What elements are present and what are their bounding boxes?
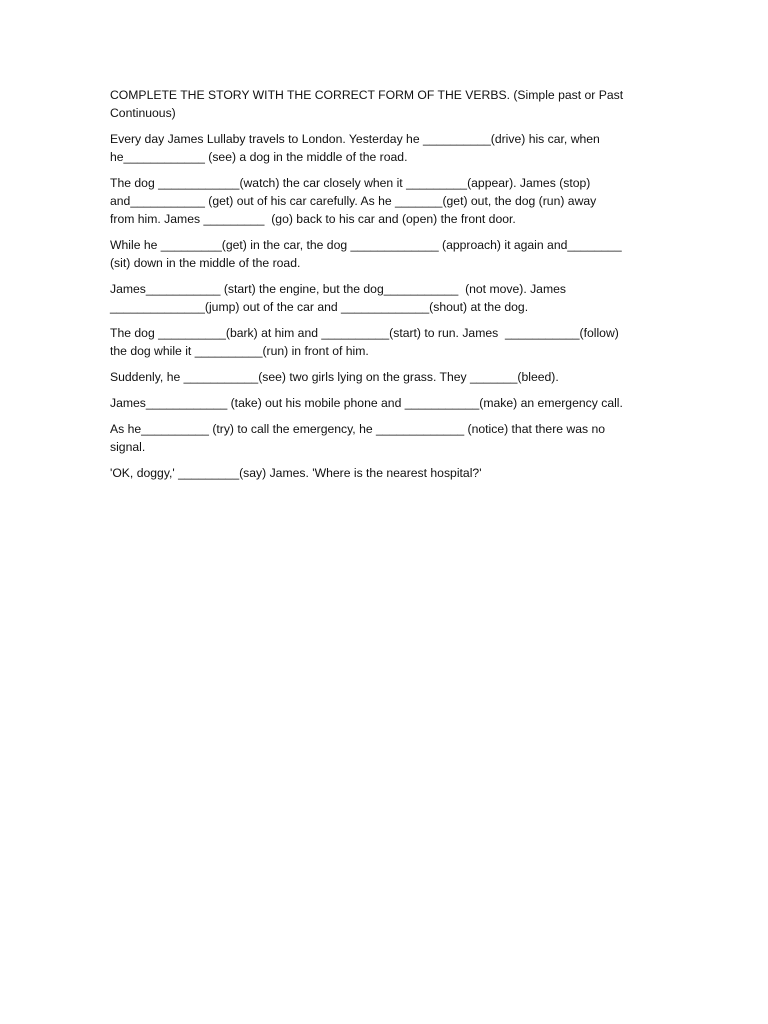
story-paragraph-6 [110,368,658,386]
story-line: James___________ (start) the engine, but the dog___________ (not move). James [110,282,566,296]
story-line: As he__________ (try) to call the emergency, he _____________ (notice) that there was no [110,422,606,436]
worksheet-instructions [110,86,658,122]
story-line: James____________ (take) out his mobile phone and ___________(make) an emergency call. [110,396,623,410]
story-line: the dog while it __________(run) in front of him. [110,344,369,358]
instructions-line: COMPLETE THE STORY WITH THE CORRECT FORM OF THE VERBS. (Simple past or Past [110,88,624,102]
worksheet-page [110,86,658,490]
story-line: from him. James _________ (go) back to his car and (open) the front door. [110,212,516,226]
story-line: Every day James Lullaby travels to London. Yesterday he __________(drive) his car, when [110,132,600,146]
story-paragraph-8 [110,420,658,456]
story-paragraph-3 [110,236,658,272]
story-line: 'OK, doggy,' _________(say) James. 'Where is the nearest hospital?' [110,466,482,480]
story-line: The dog __________(bark) at him and __________(start) to run. James ___________(follow) [110,326,619,340]
story-paragraph-4 [110,280,658,316]
story-line: signal. [110,440,146,454]
story-paragraph-7 [110,394,658,412]
story-line: Suddenly, he ___________(see) two girls lying on the grass. They _______(bleed). [110,370,559,384]
story-paragraph-1 [110,130,658,166]
story-line: The dog ____________(watch) the car closely when it _________(appear). James (stop) [110,176,591,190]
story-line: While he _________(get) in the car, the dog _____________ (approach) it again and________ [110,238,622,252]
story-paragraph-9 [110,464,658,482]
story-paragraph-2 [110,174,658,228]
story-line: (sit) down in the middle of the road. [110,256,301,270]
story-line: he____________ (see) a dog in the middle of the road. [110,150,408,164]
story-line: and___________ (get) out of his car carefully. As he _______(get) out, the dog (run) away [110,194,597,208]
instructions-line: Continuous) [110,106,176,120]
story-line: ______________(jump) out of the car and _____________(shout) at the dog. [110,300,529,314]
story-paragraph-5 [110,324,658,360]
